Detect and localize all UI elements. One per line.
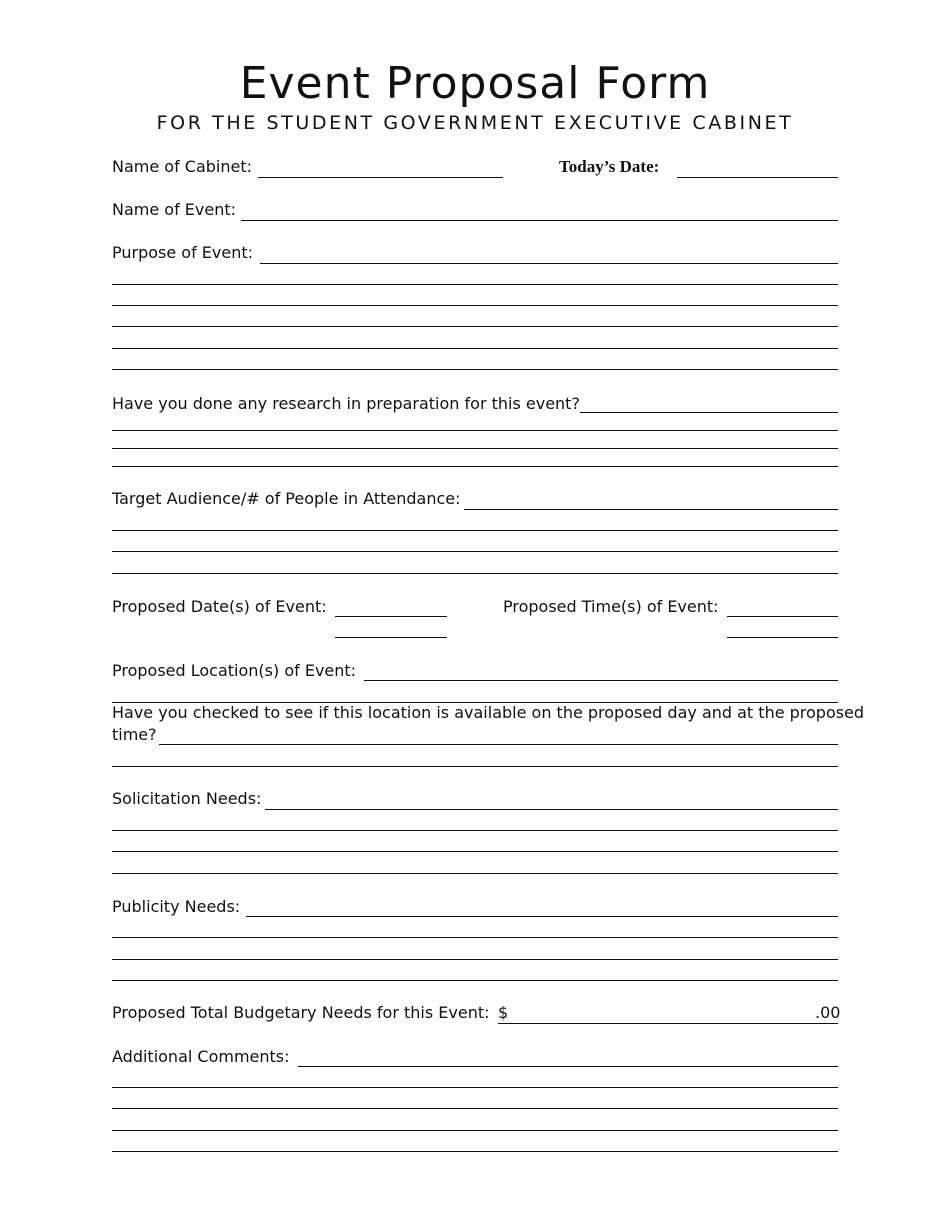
event-purpose-line[interactable] xyxy=(112,351,838,370)
budget-amount-field[interactable] xyxy=(498,1003,841,1024)
location-availability-field[interactable] xyxy=(159,726,838,745)
proposed-date-field[interactable] xyxy=(335,619,447,638)
proposed-location-field[interactable] xyxy=(364,662,838,681)
event-purpose-label: Purpose of Event: xyxy=(112,243,254,262)
event-purpose-field[interactable] xyxy=(260,245,838,264)
target-audience-line[interactable] xyxy=(112,533,838,552)
additional-comments-line[interactable] xyxy=(112,1112,838,1131)
publicity-needs-line[interactable] xyxy=(112,962,838,981)
publicity-needs-line[interactable] xyxy=(112,941,838,960)
publicity-needs-field[interactable] xyxy=(246,898,838,917)
research-line[interactable] xyxy=(112,412,838,431)
location-availability-label: Have you checked to see if this location is available on the proposed day and at the proposed xyxy=(112,703,865,722)
budget-currency: $ xyxy=(498,1003,509,1022)
solicitation-needs-field[interactable] xyxy=(265,791,838,810)
research-line[interactable] xyxy=(112,448,838,467)
event-name-field[interactable] xyxy=(241,202,838,221)
solicitation-needs-line[interactable] xyxy=(112,855,838,874)
event-name-label: Name of Event: xyxy=(112,200,237,219)
additional-comments-line[interactable] xyxy=(112,1090,838,1109)
research-label: Have you done any research in preparation for this event? xyxy=(112,394,580,413)
solicitation-needs-label: Solicitation Needs: xyxy=(112,789,262,808)
additional-comments-label: Additional Comments: xyxy=(112,1047,290,1066)
event-purpose-line[interactable] xyxy=(112,266,838,285)
proposed-time-field[interactable] xyxy=(727,598,838,617)
target-audience-field[interactable] xyxy=(464,491,838,510)
cabinet-name-field[interactable] xyxy=(258,159,503,178)
additional-comments-line[interactable] xyxy=(112,1069,838,1088)
publicity-needs-label: Publicity Needs: xyxy=(112,897,241,916)
todays-date-field[interactable] xyxy=(677,159,838,178)
event-purpose-line[interactable] xyxy=(112,330,838,349)
event-purpose-line[interactable] xyxy=(112,308,838,327)
target-audience-label: Target Audience/# of People in Attendance: xyxy=(112,489,461,508)
event-purpose-line[interactable] xyxy=(112,287,838,306)
additional-comments-line[interactable] xyxy=(112,1133,838,1152)
proposed-dates-label: Proposed Date(s) of Event: xyxy=(112,597,327,616)
research-field[interactable] xyxy=(580,394,838,413)
solicitation-needs-line[interactable] xyxy=(112,812,838,831)
target-audience-line[interactable] xyxy=(112,512,838,531)
additional-comments-field[interactable] xyxy=(298,1048,838,1067)
proposed-location-line[interactable] xyxy=(112,684,838,703)
location-availability-label-cont: time? xyxy=(112,725,157,744)
target-audience-line[interactable] xyxy=(112,555,838,574)
proposed-times-label: Proposed Time(s) of Event: xyxy=(503,597,719,616)
publicity-needs-line[interactable] xyxy=(112,919,838,938)
form-title: Event Proposal Form xyxy=(239,58,711,109)
proposed-date-field[interactable] xyxy=(335,598,447,617)
location-availability-line[interactable] xyxy=(112,748,838,767)
proposed-locations-label: Proposed Location(s) of Event: xyxy=(112,661,357,680)
solicitation-needs-line[interactable] xyxy=(112,833,838,852)
budget-cents: .00 xyxy=(815,1003,841,1022)
budget-label: Proposed Total Budgetary Needs for this Event: xyxy=(112,1003,490,1022)
form-subtitle: FOR THE STUDENT GOVERNMENT EXECUTIVE CABINET xyxy=(156,112,794,134)
todays-date-label: Today’s Date: xyxy=(559,157,660,176)
research-line[interactable] xyxy=(112,430,838,449)
cabinet-name-label: Name of Cabinet: xyxy=(112,157,253,176)
proposed-time-field[interactable] xyxy=(727,619,838,638)
